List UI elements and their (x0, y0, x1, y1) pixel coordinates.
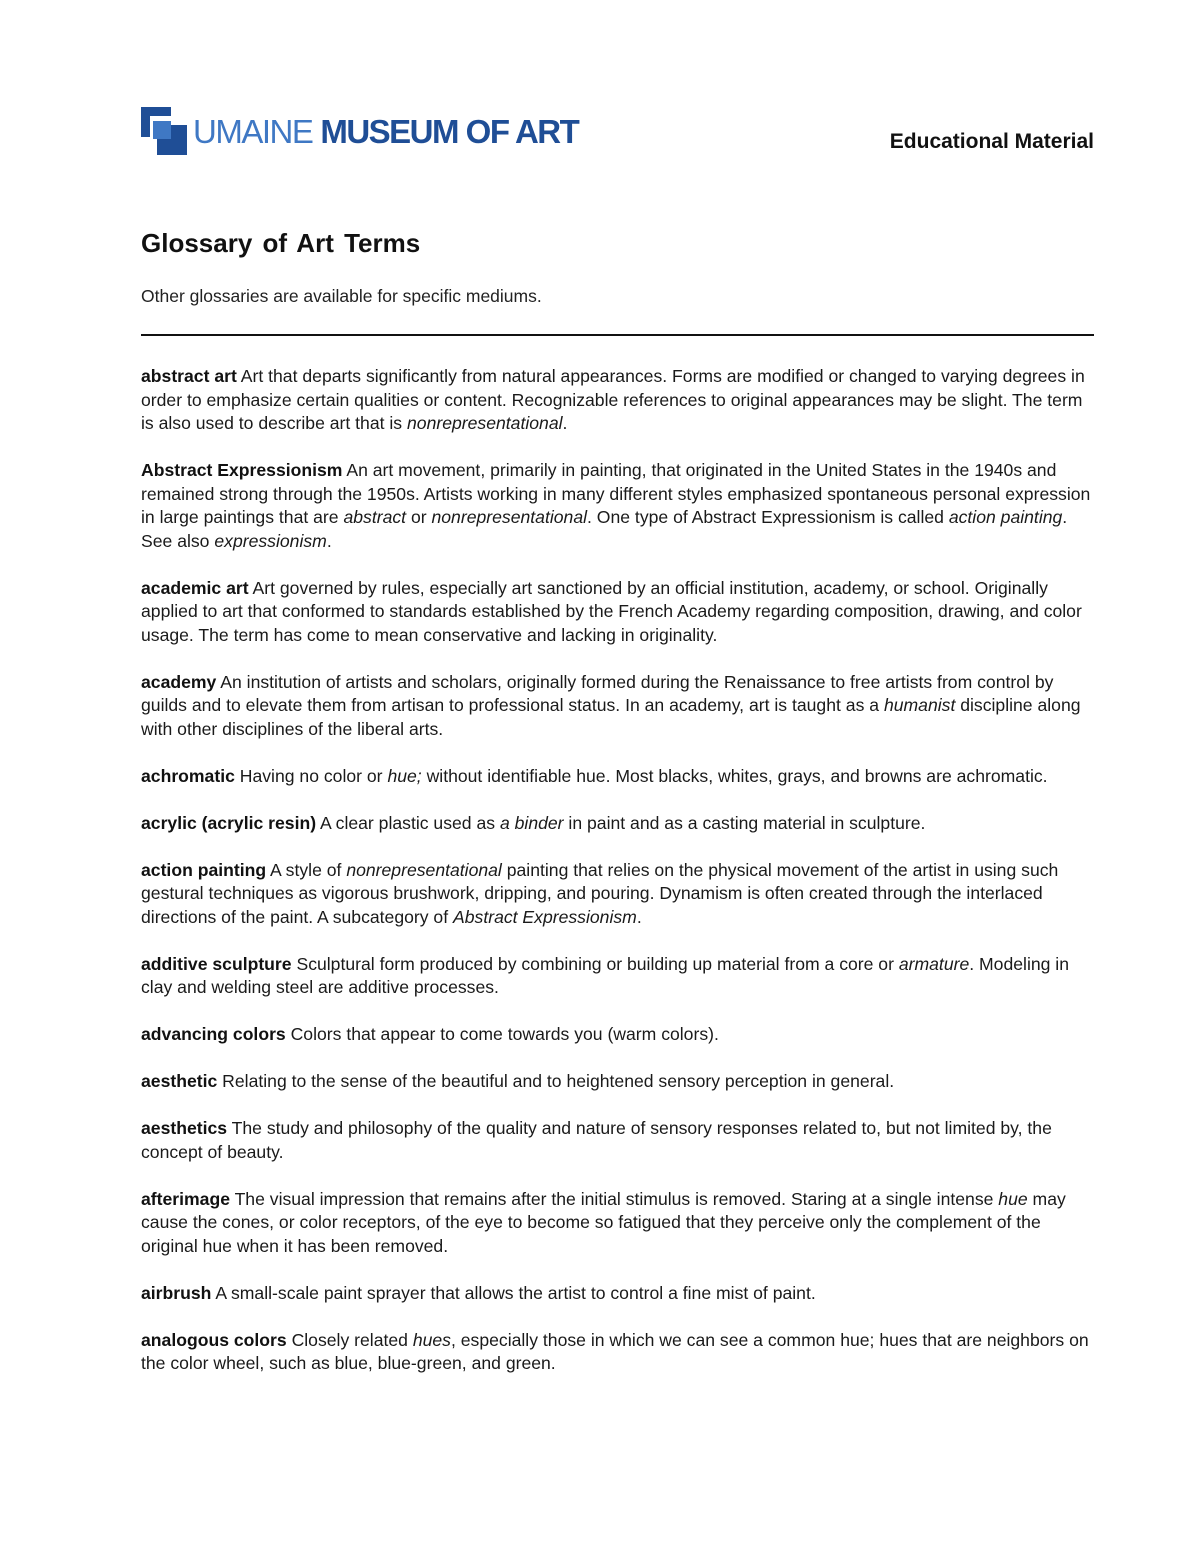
glossary-definition (215, 1283, 815, 1303)
glossary-entry (141, 577, 1094, 648)
glossary-entry (141, 953, 1094, 1000)
italic-term: action painting (948, 507, 1063, 527)
italic-term: hue; (387, 765, 422, 786)
glossary-entry (141, 1329, 1094, 1376)
glossary-definition (141, 860, 1058, 927)
divider (141, 334, 1094, 336)
definition-text: Art that departs significantly from natural appearances. Forms are modified or changed to varying degrees in order to emphasize certain qualities or content. Recognizable references to original appearances may be slight. The term is also used to describe art that is (141, 366, 1085, 433)
definition-text: An institution of artists and scholars, originally formed during the Renaissance to free artists from control by guilds and to elevate them from artisan to professional status. In an academy, art is taught as a (141, 671, 1054, 715)
glossary-entry (141, 459, 1094, 553)
definition-text: painting that relies on the physical movement of the artist in using such gestural techniques as vigorous brushwork, dripping, and pouring. Dynamism is often created through the interlaced directions of the paint. A subcategory of (141, 859, 1059, 927)
definition-text: The study and philosophy of the quality and nature of sensory responses related to, but not limited by, the concept of beauty. (141, 1118, 1052, 1162)
definition-text: . (562, 413, 568, 433)
italic-term: humanist (883, 695, 956, 715)
glossary-entry (141, 765, 1094, 789)
glossary-term: aesthetic (141, 1071, 218, 1091)
glossary-entry (141, 1282, 1094, 1306)
glossary-entry (141, 1023, 1094, 1047)
glossary-entry (141, 671, 1094, 742)
italic-term: hues (412, 1329, 451, 1350)
glossary-term: action painting (141, 859, 267, 880)
definition-text: . See also (141, 507, 1068, 551)
glossary-definition (320, 813, 925, 833)
italic-term: armature (898, 953, 970, 974)
glossary-term: afterimage (141, 1188, 230, 1209)
definition-text: , especially those in which we can see a common hue; hues that are neighbors on the color wheel, such as blue, blue-green, and green. (141, 1329, 1089, 1373)
glossary-definition (222, 1071, 894, 1091)
glossary-entry (141, 1070, 1094, 1094)
glossary-term: analogous colors (141, 1329, 287, 1350)
definition-text: A style of (270, 859, 347, 880)
italic-term: hue (998, 1188, 1028, 1209)
glossary-definition (141, 672, 1081, 739)
definition-text: Sculptural form produced by combining or building up material from a core or (296, 953, 899, 974)
glossary-entry (141, 365, 1094, 436)
definition-text: discipline along with other disciplines of the liberal arts. (141, 695, 1081, 739)
definition-text: A small-scale paint sprayer that allows the artist to control a fine mist of paint. (215, 1282, 816, 1303)
definition-text: . Modeling in clay and welding steel are additive processes. (141, 953, 1070, 997)
definition-text: Colors that appear to come towards you (warm colors). (290, 1024, 719, 1044)
glossary-term: acrylic (acrylic resin) (141, 812, 317, 833)
glossary-entry (141, 812, 1094, 836)
glossary-definition (141, 1118, 1052, 1162)
glossary-entry (141, 1117, 1094, 1164)
italic-term: Abstract Expressionism (453, 906, 637, 927)
glossary-term: achromatic (141, 765, 235, 786)
logo-text-light: UMAINE (193, 113, 313, 150)
glossary-definition (141, 366, 1085, 433)
definition-text: Relating to the sense of the beautiful and to heightened sensory perception in general. (222, 1071, 895, 1091)
logo-mark-icon (141, 107, 187, 157)
italic-term: a binder (499, 812, 564, 833)
page-title: Glossary of Art Terms (141, 228, 421, 258)
definition-text: or (406, 507, 432, 527)
glossary-list (141, 365, 1094, 1399)
definition-text: may cause the cones, or color receptors, of the eye to become so fatigued that they perceive only the complement of the original hue when it has been removed. (141, 1188, 1066, 1256)
italic-term: expressionism (214, 530, 327, 551)
glossary-term: Abstract Expressionism (141, 460, 343, 480)
glossary-term: abstract art (141, 366, 237, 386)
definition-text: . (326, 530, 332, 551)
museum-logo (141, 106, 578, 158)
definition-text: Closely related (291, 1329, 413, 1350)
italic-term: nonrepresentational (346, 859, 502, 880)
definition-text: The visual impression that remains after the initial stimulus is removed. Staring at a single intense (234, 1188, 999, 1209)
definition-text: without identifiable hue. Most blacks, whites, grays, and browns are achromatic. (421, 765, 1048, 786)
definition-text: in paint and as a casting material in sculpture. (563, 812, 926, 833)
glossary-definition (240, 766, 1048, 786)
glossary-definition (141, 1189, 1066, 1256)
logo-wordmark (193, 106, 578, 158)
logo-text-bold: MUSEUM OF ART (320, 113, 579, 150)
glossary-definition (141, 578, 1082, 645)
italic-term: abstract (343, 507, 407, 527)
glossary-term: academy (141, 671, 217, 692)
glossary-term: airbrush (141, 1282, 212, 1303)
glossary-term: advancing colors (141, 1024, 286, 1044)
definition-text: An art movement, primarily in painting, that originated in the United States in the 1940s and remained strong through the 1950s. Artists working in many different styles emphasized spontaneous personal expression in large paintings that are (141, 460, 1091, 527)
glossary-term: additive sculpture (141, 953, 292, 974)
italic-term: nonrepresentational (407, 413, 563, 433)
glossary-term: aesthetics (141, 1118, 228, 1138)
glossary-entry (141, 1188, 1094, 1259)
definition-text: . (636, 906, 642, 927)
glossary-definition (291, 1024, 719, 1044)
page-header (141, 106, 1094, 158)
glossary-term: academic art (141, 577, 249, 598)
definition-text: A clear plastic used as (320, 812, 500, 833)
header-label: Educational Material (889, 130, 1094, 153)
intro-text: Other glossaries are available for specific mediums. (141, 286, 542, 306)
definition-text: Art governed by rules, especially art sanctioned by an official institution, academy, or school. Originally applied to art that conformed to standards established by the French Academy regarding composition, drawing, and color usage. The term has come to mean conservative and lacking in originality. (141, 577, 1082, 645)
definition-text: . One type of Abstract Expressionism is called (587, 507, 949, 527)
glossary-entry (141, 859, 1094, 930)
italic-term: nonrepresentational (431, 507, 588, 527)
definition-text: Having no color or (239, 765, 388, 786)
